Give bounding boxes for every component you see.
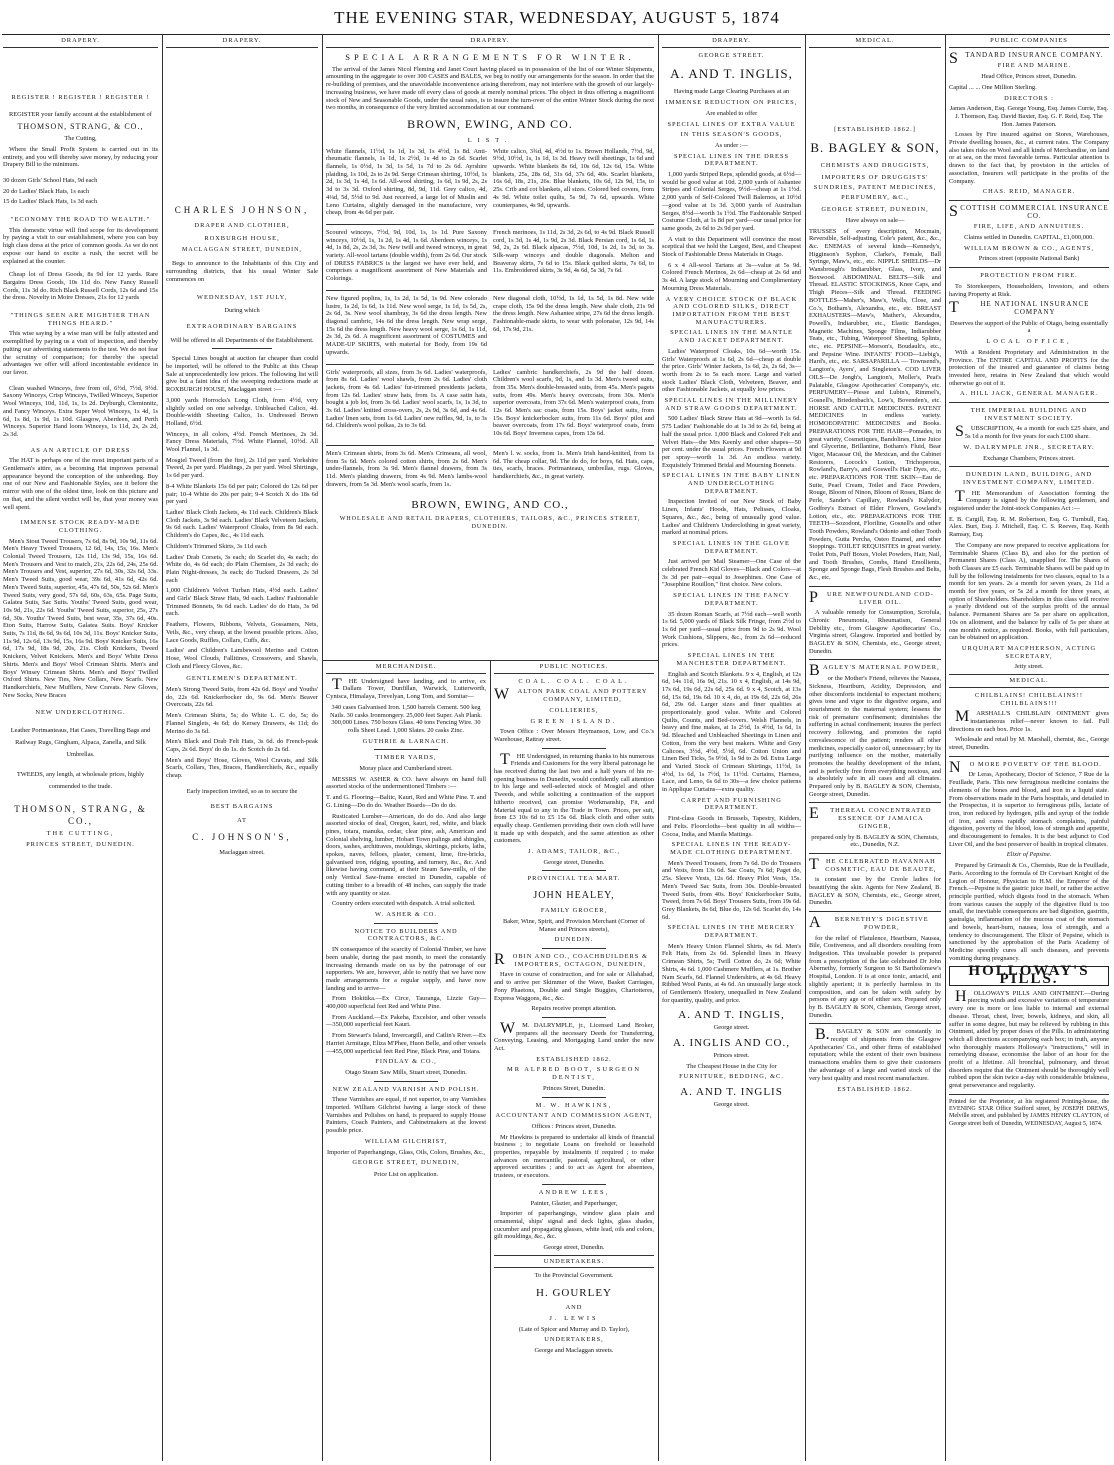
firm-name: M. W. HAWKINS, (535, 1101, 613, 1109)
column-rule (490, 660, 491, 1461)
firm-address: WHOLESALE AND RETAIL DRAPERS, CLOTHIERS, TAILORS, &C., PRINCES STREET, DUNEDIN. (339, 516, 641, 530)
product-list: TRUSSES of every description, Mocmain, Reversible, Self-adjusting, Cole's patent, &c., &c., &c. ENEMAS of several kinds—Kennedy's, Higginson's Syphon, Clarke's, Female, Ball Syringe, Maw's, etc., etc. NIPPLE SHIELDS—Dr Wansbrough's Indiarubber, Glass, Ivory, and Boxwood. ABDOMINAL BELTS—Silk and Thread. ELASTIC STOCKINGS, Knee Caps, and Thigh Pieces—Silk and Thread. FEEDING BOTTLES—Maher's, Maw's, Wells, Close, and Co.'s, Botham's, Alexandra, etc., etc. BREAST EXHAUSTERS—Maw's, Mather's, Alexandra, Powell's, Indiarubber, etc., Elastic Bandages, Magnetic Machines, Sponge Films, Indiarubber Teats, etc., Tubing, Waterproof Sheeting, Splints, etc., etc. PEPSINE—Morson's, Boudault's, etc., and Pepsine Wine. INFANTS' FOOD—Liebig's, Hard's, etc., etc. SARSAPARILLA — Townsend's, Langton's, Ayers', and Singleton's. COD LIVER OILS—De Jongh's, Langton's, Moller's, Peat's Palatable, Glasgow Apothecaries' Company's, etc. PERFUMERY—Piesse and Lubin's, Rimmel's, Gosnell's, Briedenbach's, Low's, Bovenden's, etc. HORSE AND CATTLE MEDICINES. PATENT MEDICINES in endless variety. HOMOEOPATHIC MEDICINES and Books. PREPARATIONS FOR THE HAIR—Pomades, in great variety, Cosmetiques, Bandolines, Lime Juice and Glycerine, Brillantine, Botham's Fluid, Bear Vigor, Macassar Oil, the Mexican, and the Cabinet Restorers, Locock's Lotion, Trichoperous, Rowland's, Barry's, and Goswell's Hair Dyes, etc., etc. PREPARATIONS FOR THE SKIN—Eau de Suite, Pearl Cream, Toilet and Face Powders, Rouge, Bloom of Ninon, Bloom of Roses, Blanc de Perle, Sander's Capillary, Rowland's Kalydor, Godfrey's Extract of Elder Flowers, Gowland's Lotion, etc., etc. PREPARATIONS FOR THE TEETH—Sozodont, Floriline, Gosnell's and other Tooth Powders, Rowland's Odonto and other Tooth Powders, Gutta Percha, Osteo Enamel, and other Stoppings. TOILET REQUISITES in great variety. Toilet Pots, Puff Boxes, Violet Powders, Hair, Nail, and Tooth Brushes, Combs, Hand Emollients, Sponge and Sponge Bags, Flesh Brushes and Belts, &c., etc. (809, 227, 941, 582)
ad-heading: NEW UNDERCLOTHING. (35, 709, 126, 717)
dept-heading: SPECIAL LINES IN THE MANCHESTER DEPARTMENT. (676, 652, 787, 667)
ad-text: SUBSCRIPTION, 4s a month for each £25 share, and 5s 1d a month for five years for each £100 share. (955, 423, 1109, 441)
divider (326, 224, 654, 225)
divider (809, 1023, 941, 1024)
directors-heading: DIRECTORS : (1004, 94, 1054, 102)
company-name: THE IMPERIAL BUILDING AND INVESTMENT SOCIETY. (970, 407, 1088, 422)
section-header: MEDICAL. (949, 674, 1109, 688)
company-subheading: FIRE AND MARINE. (997, 62, 1072, 70)
ad-text: MESSRS W. ASHER & CO. have always on hand full assorted stocks of the undermentioned Timbers :— (326, 775, 486, 791)
column-drapery-johnson (166, 37, 318, 1461)
ad-text: From Auckland.—Ex Pakeha, Excelsior, and other vessels—350,000 superficial feet Kauri. (326, 1013, 486, 1029)
firm-name: J. LEWIS (549, 1314, 599, 1322)
dept-heading: SPECIAL LINES IN THE BABY LINEN AND UNDERCLOTHING DEPARTMENT. (662, 472, 801, 495)
price-list: Cheap lot of Dress Goods, 8s 9d for 12 yards. Rare Bargains Dress Goods, 10s 11d do. New Fancy Russell Cords, 11s 3d do. Rich Black Russell Cords, 12s 6d and 15s the dress. Novelty in Moire Dresses, 21s for 12 yards (3, 271, 158, 302)
firm-address: George street, Dunedin. (543, 858, 605, 866)
ad-heading: SPECIAL LINES OF EXTRA VALUE (667, 120, 796, 128)
ad-text: Mr Hawkins is prepared to undertake all kinds of financial business ; to negotiate Loans on freehold or leasehold properties, repayable by instalments if required ; to make advances on mercantile, pastoral, agricultural, or other approved securities ; and to act as Agent for absentees, trustees, or executors. (494, 1133, 654, 1180)
price-list: Men's l. w. socks, from 1s. Men's Irish hand-knitted, from 1s 6d. The cheap collar, 9d. The do do, for boys, 6d. Hats, caps, ties, scarfs, braces. Portmanteaus, umbrellas, rugs. Gloves, handkerchiefs, &c., in great variety. (493, 449, 654, 480)
dept-heading: SPECIAL LINES IN THE FANCY DEPARTMENT. (673, 592, 790, 607)
firm-address: GREEN ISLAND. (530, 717, 618, 725)
firm-address: George street. (713, 1101, 750, 1109)
divider (542, 1097, 606, 1098)
ad-text: Claims settled in Dunedin. CAPITAL, £1,000,000. (964, 234, 1094, 242)
ad-heading: FURNITURE, BEDDING, &C. (679, 1073, 784, 1081)
ad-text: Wholesale and retail by M. Marshall, chemist, &c., George street, Dunedin. (949, 736, 1109, 752)
ad-text: B.BAGLEY & SON are constantly in receipt of shipments from the Glasgow Apothecaries' Co., and other firms of established reputation; while the extent of their own business transactions enables them to give their customers the advantage of a large and varied stock of the very best quality and most recent manufacture. (809, 1026, 941, 1082)
divider (949, 756, 1109, 757)
section-header: PUBLIC COMPANIES (949, 37, 1109, 48)
firm-name: THOMSON, STRANG, & CO., (17, 122, 144, 132)
ad-heading: PROVINCIAL TEA MART. (527, 875, 621, 883)
ad-heading: BEST BARGAINS (210, 803, 274, 811)
divider (809, 853, 941, 854)
printer-imprint: Printed for the Proprietor, at his registered Printing-house, the EVENING STAR Office Stafford street, by JOSEPH DREWS, Melville street, and published by JAMES HENRY CLAYTON, of George street both of Dunedin, WEDNESDAY, August 5, 1874. (949, 1098, 1109, 1127)
holloway-title: HOLLOWAY'S PILLS. (949, 966, 1109, 985)
firm-name: A. AND T. INGLIS (680, 1086, 783, 1099)
firm-address: The Cutting, (64, 135, 97, 143)
section-header: UNDERTAKERS. (494, 1255, 654, 1269)
establishment-note: [ESTABLISHED 1862.] (834, 125, 916, 133)
column-public-notices (494, 663, 654, 1461)
ad-heading: COAL. COAL. COAL. (518, 677, 630, 685)
ad-heading: THE CELEBRATED HAVANNAH COSMETIC, EAU DE BEAUTE, (809, 855, 937, 873)
ad-text: REGISTER your family account at the establishment of (9, 111, 152, 119)
column-rule (162, 34, 163, 1461)
dept-heading: SPECIAL LINES IN THE MILLINERY AND STRAW GOODS DEPARTMENT. (664, 397, 799, 412)
firm-address: George street. (713, 1024, 750, 1032)
ad-text: prepared only by B. BAGLEY & SON, Chemists, etc., Dunedin, N.Z. (811, 833, 939, 849)
section-header: DRAPERY. (326, 37, 654, 48)
price-list: Girls' waterproofs, all sizes, from 3s 6d. Ladies' waterproofs, from 8s 6d. Ladies' wool shawls, from 2s 6d. Ladies' cloth jackets, from 4s 6d. Ladies' fur-trimmed presidents jackets, from 12s 6d. Ladies' straw hats, from 1s. A case satin hats, bought a job lot, from 3s 6d. Ladies' wool scarfs, 1s, 1s 3d, to 3s 6d. Ladies' knitted cross-overs, 2s, 2s 9d, 3s 6d, and 4s 6d. Ladies' linen sets, from 1s 6d. Ladies' new ruffles, 9d, 1s, to 3s 6d. Children's wool polkas, 2s to 3s 6d. (326, 368, 487, 430)
price-list: French merinoes, 1s 11d, 2s 3d, 2s 6d, to 4s 9d. Black Russell cord, 1s 3d, 1s 4d, 1s 9d, 2s 3d. Black Persian cord, 1s 6d, 1s 9d, 2s, 2s 6d. Black alpacas, 7½d, 10d, 1s 2d, 1s 3d, to 3s. Silk-warp winceys and double diagonals. Melton and Beaveray skirts, 7s 6d to 15s. Black quilted skirts, 7s 6d, to 11s. Embroidered skirts, 3s 9d, 4s 6d, 5s 3d, 7s 6d. (493, 228, 654, 275)
firm-address: GEORGE STREET, DUNEDIN, (352, 1159, 460, 1167)
ad-subheading: FAMILY GROCER, (540, 907, 608, 915)
ad-heading: NEW ZEALAND VARNISH AND POLISH. (332, 1085, 480, 1093)
price-list-block (326, 450, 654, 492)
ad-text: Price List on application. (373, 1170, 439, 1178)
price-list: 1,000 yards Striped Reps, splendid goods, at 6½d—would be good value at 10d. 2,000 yards of Ashantee Stripes and Colonial Serges, 9½d—cheap at 1s 1½d. 2,000 yards of Self-Colored Twill Balernos, at 10½d—good value at 1s 3d. 3,000 yards of Australian Serges, 8½d—worth 1s 1½d. The Fashionable Striped Costume Cloth, at 1s 8d per yard—our usual price for same goods, 2s 6d to 2s 9d per yard. (662, 171, 801, 232)
firm-trade: CHEMISTS AND DRUGGISTS, (820, 162, 930, 170)
price-list: 500 Ladies' Black Straw Hats at 9d—worth 1s 6d. 575 Ladies' Fashionable do at 1s 3d to 2s 6d, being at half the usual price. 1,000 Black and Colored Felt and Velvet Hats—the Mrs Keenly and other shapes—50 per cent. under the usual prices. French Flowers at 9d per spray—worth 1s 3d. An endless variety. Exquisitely Trimmed Bridal and Mourning Bonnets. (662, 415, 801, 469)
price-list: Men's and Boys' Hose, Gloves, Wool Cravats, and Silk Scarfs, Collars, Ties, Braces, Handkerchiefs, &c., equally cheap. (166, 756, 318, 780)
price-line: 30 dozen Girls' School Hats, 9d each (3, 176, 98, 184)
ad-text: AT (237, 817, 247, 825)
section-header: DRAPERY. (166, 37, 318, 48)
price-line: 20 do Ladies' Black Hats, 1s each (3, 187, 90, 195)
directors-list: James Anderson, Esq. George Young, Esq. James Currie, Esq. J. Thomson, Esq. David Baxter, Esq. G. F. Reid, Esq. The Hon. James Paterson. (949, 105, 1109, 128)
price-list: Winceys, in all colors, 4½d. French Merinoes, 2s 3d. Fancy Dress Materials, 7½d. White Flannel, 10½d. All Wool Flannel, 1s 3d. (166, 430, 318, 454)
divider (374, 749, 438, 750)
divider (326, 445, 654, 446)
column-drapery-inglis (662, 37, 801, 1461)
firm-name: BROWN, EWING, AND CO., (411, 499, 569, 512)
firm-address: Princes street. (713, 1052, 750, 1060)
divider (809, 911, 941, 912)
firm-address: Princes Street, Dunedin. (542, 1084, 606, 1092)
directors-list: E. B. Cargill, Esq. R. M. Robertson, Esq. G. Turnbull, Esq. Alex. Burt, Esq. J. Mitchell, Esq. C. S. Reeves, Esq. Keith Ramsay, Esq. (949, 515, 1109, 539)
ad-heading: TIMBER YARDS, (375, 754, 437, 762)
price-list: First-class Goods in Brussels, Tapestry, Kidders, and Felts. Floorcloths—best quality in all widths—Cocoa, India, and Manila Mattings. (662, 815, 801, 838)
ad-subheading: COLLIERIES, (549, 706, 599, 714)
section-header: MERCHANDISE. (326, 663, 486, 674)
price-list: Men's Strong Tweed Suits, from 42s 6d. Boys' and Youths' do, 22s 6d. Knickerbocker do, 9s 6d. Men's Beaver Overcoats, 22s 6d. (166, 686, 318, 709)
divider (212, 348, 273, 349)
column-rule (322, 34, 323, 1461)
sale-date: WEDNESDAY, 1ST JULY, (196, 293, 288, 301)
divider (542, 948, 606, 949)
ad-text: Have in course of construction, and for sale or Allahabad, and to arrive per Skimmer of the Wave, Basket Carriages, Pony Phaetons, Double and Single Buggies, Chariotteres, Express Waggons, &c., &c. (494, 971, 654, 1002)
ad-text: Will be offered in all Departments of the Establishment. (170, 336, 314, 344)
column-medical-bagley (809, 37, 941, 1461)
firm-address: GEORGE STREET. (698, 51, 765, 59)
price-list: Ladies' Drab Corsets, 3s each; do Scarlet do, 4s each; do White do, 4s 6d each; do Plain Chemises, 2s 3d each; do Plain Night-dresses, 3s each; do Tucked Drawers, 2s 3d each (166, 553, 318, 584)
ad-text: Town Office : Over Messrs Heymanson, Low, and Co.'s Warehouse, Rattray street. (494, 728, 654, 743)
divider (326, 364, 654, 365)
firm-address: MACLAGGAN STREET, DUNEDIN, (182, 247, 302, 254)
ad-text: A visit to this Department will convince the most sceptical that we hold the Largest, Best, and Cheapest Stock of Fashionable Dress Materials in Otago. (662, 235, 801, 259)
ad-text: From Stewart's Island, Invercargill, and Catlin's River.—Ex Harriet Armitage, Eliza M'Phee, Huon Belle, and other vessels—455,000 superficial feet Red Pine, Black Pine, and Totara. (326, 1032, 486, 1055)
ad-text: As under :— (714, 141, 748, 149)
firm-name: H. GOURLEY (536, 1287, 612, 1300)
ad-text: Losses by Fire insured against on Stores, Warehouses, Private dwelling houses, &c., at current rates. The Company also takes risks on Wool and all kinds of Merchandise, on land or at sea, on the most favorable terms. Particular attention is drawn to the fact that, by provision in the articles of association, Insurers will participate in the profits of the Company. (949, 131, 1109, 185)
company-manager: WILLIAM BROWN & CO., AGENTS, (963, 244, 1095, 252)
section-header: PUBLIC NOTICES. (494, 663, 654, 674)
ad-text: These Varnishes are equal, if not superior, to any Varnishes imported. William Gilchrist having a large stock of these Varnishes and Polishes on hand, is prepared to supply House Painters, Coach Painters, and Cabinetmakers at the lowest possible price. (326, 1096, 486, 1135)
divider (374, 1081, 438, 1082)
price-list: Just arrived per Mail Steamer—One Case of the celebrated French Kid Gloves—Black and Colors—at 3s 3d per pair—equal to Josephines. One Case of "Josephine Rouillon," first choice. New colors. (662, 558, 801, 589)
company-address: Princes street (opposite National Bank) (978, 255, 1080, 263)
dept-heading: SPECIAL LINES IN THE DRESS DEPARTMENT. (673, 152, 790, 168)
ad-heading: ABERNETHY'S DIGESTIVE POWDER, (809, 914, 929, 932)
firm-house: ROXBURGH HOUSE, (204, 235, 280, 243)
company-name: THE NATIONAL INSURANCE COMPANY (949, 299, 1090, 317)
list-title: LIST. (467, 136, 513, 144)
company-name: DUNEDIN LAND, BUILDING, AND INVESTMENT COMPANY, LIMITED. (963, 471, 1095, 486)
ad-text: The Cheapest House in the City for (686, 1062, 777, 1070)
ad-text: IN consequence of the scarcity of Colonial Timber, we have been unable, during the past month, to meet the constantly increasing demands made on us by the patronage of our supporters. We are, however, able to notify that we have now made arrangements for a regular supply, and have now landing and to arrive— (326, 946, 486, 992)
company-address: Head Office, Princes street, Dunedin. (981, 73, 1077, 81)
ad-heading: IMMENSE STOCK READY-MADE CLOTHING. (20, 519, 141, 534)
ad-text: This wise saying by a wise man will be fully attested and exemplified by paying us a visit of inspection, and thereby putting our advertising statements to the test. We do not fear the scrutiny of comparison; for thereby the special advantages we offer will afford incontestable evidence in our favor. (3, 330, 158, 376)
firm-name: W. ASHER & CO. (375, 910, 437, 918)
price-list-block (326, 369, 654, 441)
ad-subheading: ACCOUNTANT AND COMMISSION AGENT, (495, 1112, 653, 1120)
ad-heading: NOTICE TO BUILDERS AND CONTRACTORS, &C. (354, 927, 458, 943)
firm-name: THOMSON, STRANG, & CO., (14, 804, 147, 827)
price-line: 15 do Ladies' Black Hats, 1s 3d each (3, 198, 98, 206)
price-list: Feathers, Flowers, Ribbons, Velvets, Gossamers, Nets, Veils, &c., very cheap, at the lowest possible prices. Also, Lace Goods, Ruffles, Collars, Cuffs, &c. (166, 621, 318, 644)
company-manager: A. HILL JACK, GENERAL MANAGER. (960, 390, 1098, 398)
establishment-note: ESTABLISHED 1862. (837, 1086, 913, 1094)
price-list: Men's Heavy Union Flannel Shirts, 4s 6d. Men's Felt Hats, from 2s 6d. Splendid lines in Heavy Crimean Shirts, 5s; Twill Cotton do, 2s 6d; White Shirts, 4s 6d. 1,000 Cashmere Mufflers, at 1s. Brother Nam Scarfs, 6d. Flannel Undershirts, at 4s 6d. Heavy Ribbed Wool Pants, at 4s 6d. An unusually large stock of Gentlemen's Hosiery, unequalled in New Zealand for quantity, quality, and price. (662, 942, 801, 1004)
company-subheading: FIRE, LIFE, AND ANNUITIES. (973, 223, 1085, 231)
ad-text: Importer of paperhangings, window glass plain and ornamental, ships' signal and deck lights, glass shades, cucumber and propagating glasses, white lead, oils and colors, gilt mouldings, &c., &c. (494, 1210, 654, 1241)
price-list: Clean washed Winceys, free from oil, 6½d, 7½d, 9½d. Saxony Winceys, Crisp Winceys, Twilled Winceys, Superior Wool Winceys, 10d, 11d, 1s, 1s 2d. Dryburgh, Cleminnitz, and Fancy Winceys. Extra Super Wool Winceys, 1s 4d, 1s 6d, 1s 8d, 1s 9d, 1s 10d. Glasgow, Aberdeen, and Perth Winceys. Superior Hand loom Winceys, 1s 11d, 2s, 2s 2d, 2s 3d. (3, 384, 158, 438)
dept-heading: SPECIAL LINES IN THE GLOVE DEPARTMENT. (673, 539, 790, 555)
price-list: Men's Stout Tweed Trousers, 7s 6d, 8s 9d, 10s 9d, 11s 6d. Men's Heavy Tweed Trousers, 12 6d, 14s, 15s, 16s. Men's Colonial Tweed Trousers, 12s 11d, 13s 9d, 15s, 16s 6d. Men's Trousers and Vest to match, 21s, 22s 6d, 24s, 25s 6d. Men's Trousers and Vest, superior, 27s 6d, 30s, 32s 6d, 33s. Men's Tweed Suits, good wear, 39s 6d, 41s 6d, 42s 6d. Men's Tweed Suits, superior, 45s, 47s 6d, 50s, 52s 6d. Men's Tweed Suits, very good, 57s 6d, 60s, 63s, 65s. Page Suits, Galatea Suits, Sac Suits. Youths' Tweed Suits, good wear, 10s 9d, 21s, 22s 6d. Youths' Tweed Suits, superior, 25s, 27s 6d, 30s. Youths' Tweed Suits, best wear, 35s, 37s 6d, 40s. Eton Suits, Harrow Suits, Galatea Suits. Boys' Knicker Suits, 7s 11d, 8s 6d, 9s 6d, 10s 3d, 11s. Boys' Knicker Suits, 11s 9d, 12s 6d, 13s 9d, 15s, 16s 9d. Boys' Knicker Suits, 16s 6d, 17s 9d, 18s 9d, 20s, 21s. Cloth Knickers, Tweed Knickers, Velvet Knickers. Men's and Boys' White Dress Shirts. Men's and Boys' Wool Crimean Shirts. Men's and Boys' Winsey Crimean Shirts. Men's and Boys' Twilled Oxford Shirts. New Ties, New Collars, New Scarfs. New Handkerchiefs, New Mufflers, New Cravats. New Gloves, New Socks, New Braces (3, 537, 158, 699)
price-list-block (326, 295, 654, 360)
ad-text: The Company are now prepared to receive applications for Terminable Shares (Class B), and also for the portion of Permanent Shares (Class A), unapplied for. The Shares of both Classes are £5 each. Terminable Shares will be paid up in full by the following instalments for two classes, equal to 1s a month for ten years. 2s a month for seven years, 2s 11d a month for five years, or 5s 2d a month for three years, at option of Shareholders. Shareholders in this class will receive a yearly dividend out of the surplus profit of the annual balance. Permanent Shares are 5s per share on application, 10s on allotment, and the balance by calls of 5s per share at one month's notice, as required. Books, with full particulars, can be obtained on application. (949, 541, 1109, 642)
ad-text: THE Undersigned have landing, and to arrive, ex Dallam Tower, Dunfillan, Warwick, Lutterworth, Cynisca, Himalaya, Trevelyan, Long Tom, and Somitar— (326, 675, 486, 701)
ad-heading: BAGLEY'S MATERNAL POWDER, (809, 662, 940, 680)
ad-text: With a Resident Proprietary and Administration in the Province. The ENTIRE CAPITAL AND PROFITS for the protection of the insured and guarantee of claims being invested here, retains in New Zealand that which would otherwise go out of it. (949, 348, 1109, 387)
price-list: Men's Black and Drab Felt Hats, 3s 6d. do French-peak Caps, 2s 6d. Boys' do do 1s. do Scotch do 2s 6d. (166, 738, 318, 753)
divider (374, 923, 438, 924)
price-list: New diagonal cloth, 10½d, 1s 1d, 1s 5d, 1s 8d. New wide crape cloth, 15s 9d the dress length. New shale cloth, 21s 9d the dress length. New Ashantee stripe, 27s 6d the dress length. Fashionable-made skirts, to wear with polonaise, 12s 9d, 14s 6d, 17s 9d, 21s. (493, 294, 654, 333)
ad-text: Have always on sale— (845, 216, 905, 224)
ad-text: Repairs receive prompt attention. (531, 1005, 617, 1013)
ad-text: WM. DALRYMPLE, jr., Licensed Land Broker, prepares all the necessary Deeds for Transferring, Conveying, Leasing, and Mortgaging Land under the new Act. (494, 1019, 654, 1053)
ad-text: The arrival of the James Nicol Fleming and Janet Court having placed us in possession of the list of our Winter Shipments, amounting in the aggregate to over 300 CASES and BALES, we beg to notify our arrangements for the season. In order that the re-building of premises, and the unavoidable inconvenience arising therefrom, may not interfere with the growth of our largely-increasing business, we have made off every class of goods at merely nominal prices. The object in thus offering a magnificent stock of New and Seasonable Goods, under the usual rates, is to insure the turn-over of the entire Winter Stock during the next two months, in consequence of the very limited accommodation at our command. (326, 65, 654, 112)
price-list: Ladies' Black Cloth Jackets, 4s 11d each. Children's Black Cloth Jackets, 3s 9d each. Ladies' Black Velveteen Jackets, 9s 6d each. Ladies' Waterproof Cloaks, from 8s 9d each. Children's do Capes, &c., 4s 11d each. (166, 508, 318, 540)
column-merchandise (326, 663, 486, 1461)
ad-text: During which (224, 307, 260, 315)
column-public-companies (949, 37, 1109, 1461)
price-list: Men's Crimean Shirts, 5s; do White L. C. do, 5s; do Flannel Singlets, 4s 6d; do Kersey Drawers, 4s 11d; do Merino do 3s 6d. (166, 712, 318, 735)
ad-text: The HAT is perhaps one of the most important parts of a Gentleman's attire, as a becoming Hat improves personal appearance beyond the conception of the unheeding. Buy one of our New and Fashionable Styles, see it before the mirror with one of the oldest time, look on this picture and on that, and the silent verdict will be, that your money was well spent. (3, 457, 158, 511)
dept-heading: A VERY CHOICE STOCK OF BLACK AND COLORED SILKS, DIRECT IMPORTATION FROM THE BEST MANUFACTURERS. (665, 295, 798, 326)
firm-trade: DRAPER AND CLOTHIER, (194, 221, 290, 229)
divider (809, 659, 941, 660)
firm-name: A. INGLIS AND CO., (673, 1037, 790, 1050)
ad-heading: "THINGS SEEN ARE MIGHTIER THAN THINGS HEARD." (10, 312, 151, 327)
price-list: English and Scotch Blankets. 9 x 4, English, at 12s 6d, 14s 11d, 16s 9d, 21s. 10 x 4, English, at 14s 9d, 17s 6d, 19s 6d, 22s 6d, 25s 6d. 9 x 4, Scotch, at 13s 6d, 15s 6d, 19s 6d. 10 x 4, do, at 19s 6d, 22s 6d, 26s 6d, 29s 6d. Larger sizes and finer qualities at proportionately good value. White and Colored Quilts, Counts, and Bed-covers. Welsh Flannels, in heavy and fine makes, at 1s 2½d, 1s 4½d, 1s 6d, 1s 9d. Bleached and Unbleached Sheetings in Linen and Cotton, from the very best makers. White and Grey Calicoes, 3½d, 4½d, 5½d, 6d. Cotton Union and Linen Bed Ticks, 5s 9½d, 1s 9d to 2s 9d. Extra Large and Varied Stock of Crimean Shirtings, 11½d, 1s 4½d, 1s 6d, 1s 7½d, 1s 11½d. Curtains, Harness, Lace, and Leno, 6s 6d to 30s—a few choice patterns in Applique Curtains—extra quality. (662, 670, 801, 794)
ad-heading: IN THIS SEASON'S GOODS, (680, 131, 783, 139)
firm-name: ROBIN AND CO., COACHBUILDERS & IMPORTERS, OCTAGON, DUNEDIN, (494, 950, 648, 968)
company-name: STANDARD INSURANCE COMPANY. (949, 49, 1104, 67)
column-drapery-thomson (3, 37, 158, 1461)
ad-heading: EXTRAORDINARY BARGAINS (186, 322, 298, 330)
company-address: Jetty street. (1014, 663, 1044, 671)
ad-heading: CHILBLAINS! CHILBLAINS!! CHILBLAINS!!! (975, 691, 1083, 707)
ad-subheading: Moray place and Cumberland street. (359, 765, 453, 773)
ad-text: Are enabled to offer (705, 109, 758, 117)
ad-text: Deserves the support of the Public of Otago, being essentially a (950, 319, 1108, 335)
price-list: New figured poplins, 1s, 1s 2d, 1s 5d, 1s 9d. New colorado lustre, 1s 2d, 1s 6d, 1s 11d. New wool serge, 1s 1d, 1s 5d, 2s, 2s 6d, 3s. New wool shambray, 3s 6d the dress length. New diagonal cambric, 14s 6d the dress length. New wrap serge, 15s 6d the dress length. New heavy wool serge, 1s 6d, 1s 11d, 2s 3d, 2s 6d. A magnificent assortment of COSTUMES and MADE-UP SKIRTS, with material for Body, from 19s 6d upwards. (326, 294, 487, 356)
price-list: Inspection Invited of our New Stock of Baby Linen, Infants' Hoods, Hats, Pelisses, Cloaks, Squares, &c., &c., being of unusually good value. Ladies' and Children's Underclothing in great variety, marked at nominal prices. (662, 498, 801, 537)
ad-text: THE Undersigned, in returning thanks to his numerous Friends and Customers for the very liberal patronage he has received during the last two and a half years of his re-opening business in Dunedin, would confidently call attention to his large and well-selected stock of Mosgiel and other Tweeds, and while soliciting a continuation of the support hitherto received, can promise Workmanship, Fit, and Material equal to any in the Trade in Town. Prices, per suit, from £3 10s 6d to £5 15s 6d. Black cloth and other suits equally cheap. Gentlemen providing their own cloth will have it made up with despatch, and the same attention as other customers. (494, 750, 654, 845)
ad-text: To the Provincial Government. (534, 1272, 614, 1280)
firm-name: MR ALFRED BOOT, SURGEON DENTIST, (507, 1066, 641, 1082)
section-header: DRAPERY. (3, 37, 158, 48)
section-header: DRAPERY. (662, 37, 801, 48)
firm-name: A. AND T. INGLIS, (678, 1009, 785, 1022)
firm-address: GEORGE STREET, DUNEDIN, (821, 206, 929, 214)
price-list: 3,000 yards Horrocks's Long Cloth, from 4½d, very slightly soiled on one selvedge. Unbleached Calico, 4d. Double-width Sheeting Calico, 1s. Undressed Brown Holland, 6½d. (166, 396, 318, 427)
column-rule (945, 34, 946, 1461)
dept-heading: CARPET AND FURNISHING DEPARTMENT. (681, 796, 782, 812)
column-brown-ewing (326, 37, 654, 657)
firm-name: FINDLAY & CO., (375, 1058, 437, 1066)
divider (542, 1184, 606, 1185)
ad-heading: ETHEREAL CONCENTRATED ESSENCE OF JAMAICA GINGER, (809, 805, 932, 830)
price-list: Men's Tweed Trousers, from 7s 6d. Do do Trousers and Vests, from 13s 6d. Sac Coats, 7s 6d; Paget do, 25s. Sleeve Vests, 12s 6d. Heavy Pilot Vests, 15s. Men's Tweed Sac Suits, from 30s. Double-breasted Tweed Suits, from 40s. Boys' Knickerbocker Suits, Tweed, from 7s 6d. Boys' Trousers Suits, from 19s 6d. Grey Blankets, 8s 6d, Blue do, 12s 6d. Scarlet do, 14s 6d. (662, 859, 801, 921)
company-name: SCOTTISH COMMERCIAL INSURANCE CO. (949, 202, 1109, 220)
price-list: Men's Crimean shirts, from 3s 6d. Men's Crimeans, all wool, from 5s 6d. Men's colored cotton shirts, from 2s 6d. Men's under-flannels, from 3s 9d. Men's flannel drawers, from 3s 11d. Men's plaiding drawers, from 4s 9d. Men's lambs-wool drawers, from 5s 3d. Men's wool scarfs, from 1s. (326, 449, 487, 488)
ad-subheading: Painter, Glazier, and Paperhanger, (530, 1199, 618, 1207)
ad-text: THE Memorandum of Association forming the Company is signed by the following gentlemen, and registered under the Joint-stock Companies Act :— (949, 487, 1109, 513)
dept-heading: SPECIAL LINES IN THE READY-MADE CLOTHING DEPARTMENT. (670, 841, 793, 856)
ad-text: is constant use by the Creole ladies for beautifying the skin. Agents for New Zealand, B. BAGLEY & SON, Chemists, etc., George street, Dunedin. (809, 876, 941, 907)
price-list: Ladies' and Children's Lambswool Merino and Cotton Hose, Wool Clouds, Fallitines, Crossovers, and Shawls, Cloth and Fleecy Gloves, &c. (166, 647, 318, 670)
ad-title: SPECIAL ARRANGEMENTS FOR WINTER. (345, 51, 635, 62)
price-list: Ladies' cambric handkerchiefs, 2s 9d the half dozen. Children's wool scarfs, 9d, 1s, and 1s 3d. Men's tweed suits, from 35s. Men's double-breasted suits, from 45s. Men's pagets suits, from 49s. Men's heavy overcoats, from 30s. Men's superior overcoats, from 37s 6d. Men's waterproof coats, from 12s 6d. Men's sac coats, from 15s. Boys' jacket suits, from 15s. Boys' knickerbocker suits, from 11s 6d. Boys' pilot and beaver overcoats, from 17s 6d. Boys' waterproof coats, from 10s 6d. Boys' Inverness capes, from 13s 6d. (493, 368, 654, 438)
company-manager: W. DALRYMPLE JNR., SECRETARY. (963, 443, 1095, 451)
price-list: 1,000 Children's Velvet Turban Hats, 4½d each. Ladies' and Girls' Black Straw Hats, 9d each. Ladies' Fashionable Trimmed Bonnets, 9s 6d each. Ladies' do do Hats, 3s 9d each. (166, 587, 318, 618)
ad-text: Country orders executed with despatch. A trial solicited. (332, 900, 476, 908)
divider (949, 402, 1109, 403)
ad-text: Special Lines bought at auction far cheaper than could be imported, will be offered to the Public at this Cheap Sale at unprecedentedly low prices. The following list will give but a faint idea of the sweeping reductions made at ROXBURGH HOUSE, Maclaggan street :— (166, 355, 318, 394)
ad-text: TWEEDS, any length, at wholesale prices, highly commended to the trade. (16, 771, 145, 791)
ad-text: To Storekeepers, Householders, Investors, and others having Property at Risk. (949, 282, 1109, 298)
ad-subheading: UNDERTAKERS, (544, 1336, 604, 1344)
price-list: White flannels, 11½d, 1s 1d, 1s 3d, 1s 4½d, 1s 8d. Anti-rheumatic flannels, 1s 1d, 1s 2½d, 1s 4d to 2s 6d. Scarlet flannels, 1s 0½d, 1s 3d, 1s 5d, 1s 7d to 2s 6d. Ayrshire plaiding, 1s 10d, 2s to 2s 9d. Serge Crimean shirting, 10½d, 1s 2d, 1s 3d, 1s 4d, 1s 6d. All-wool shirting, 1s 6d, 1s 9d, 2s, 2s 3d to 3s 3d. Oxford shirting, 8d, 9d, 11d. Grey calico, 4d, 4¼d, 5d, 5½d to 9d. Just received, a large lot of Muslin and Leno Curtains, slightly damaged in the manufacture, very cheap, from 4s 6d per pair. (326, 147, 487, 217)
divider (949, 1094, 1109, 1095)
ad-text: Early inspection invited, so as to secure the (186, 787, 298, 795)
divider (949, 267, 1109, 268)
firm-address: Otago Steam Saw Mills, Stuart street, Dunedin. (345, 1068, 467, 1076)
ad-subheading: Elixir of Pepsine. (1006, 851, 1052, 859)
company-manager: URQUHART MACPHERSON, ACTING SECRETARY, (961, 645, 1097, 660)
price-list: Mosgiel Tweed (from the fire), 2s 11d per yard. Yorkshire Tweed, 2s per yard. Plaidings, 2s per yard. Wool Shirtings, 1s 6d per yard. (166, 456, 318, 480)
divider (809, 586, 941, 587)
price-list: White calico, 3¾d, 4d, 4½d to 1s. Brown Hollands, 7½d, 9d, 9½d, 10½d, 1s, 1s 1d, 1s 3d. Heavy twill sheetings, 1s 6d and upwards. White blankets 8s 6d, 10s 6d, 12s 6d, 15s. White blankets, 25s, 28s 6d, 31s 6d, 37s 6d, 40s. Scarlet blankets, 16s 6d, 18s, 21s, 26s. Blue blankets, 10s 6d, 12s 9d, 15s, to 25s. Crib and cot blankets, all sizes. Colored bed covers, from 4s 9d. White toilet quilts, 5s 9d, 7s 6d, upwards. White counterpanes, 4s 9d, upwards. (493, 147, 654, 209)
ad-text: Leather Portmanteaus, Hat Cases, Travelling Bags and Railway Rugs, Gingham, Alpaca, Zanella, and Silk Umbrellas. (10, 727, 151, 759)
ad-heading: PROTECTION FROM FIRE. (980, 272, 1078, 280)
ad-text: or the Mother's Friend, relieves the Nausea, Sickness, Heartburn, Acidity, Depression, and other discomforts incidental to expectant mothers; gives tone and vigor to the digestive organs, and nourishment to the maternal system; lessens the risk of premature confinement; diminishes the suffering in actual confinement; insures the perfect recovery following, and promotes the rapid convalescence of the patient; renders all other medicines, especially castor oil, unnecessary; by its purifying influence on the mother, materially promotes the healthy development of the infant, and is perfectly free from everything noxious, and is absolutely safe in all cases and all climates. Prepared only by B. BAGLEY & SON, Chemists, George street, Dunedin. (809, 675, 941, 798)
ad-text: MARSHALL'S CHILBLAIN OINTMENT gives instantaneous relief—never known to fail. Full directions on each box. Price 1s. (949, 708, 1109, 733)
price-list: 8-4 White Blankets 15s 6d per pair; Colored do 12s 6d per pair; 10-4 White do 20s per pair; 9-4 Scotch X do 18s 6d per yard (166, 482, 318, 506)
price-list-block (326, 148, 654, 220)
ad-heading: LOCAL OFFICE, (986, 338, 1072, 346)
ad-text: (Late of Spicer and Murray and D. Taylor), (518, 1325, 630, 1333)
firm-address: Maclaggan street. (219, 848, 265, 856)
price-list: 6 x 4 All-wool Tartans at 3s—value at 5s 9d. Colored French Merinos, 2s 6d—cheap at 2s 6d and 3s 4d. A large stock of Mourning and Complimentary Mourning Dress Materials. (662, 261, 801, 292)
ad-heading: GENTLEMEN'S DEPARTMENT. (186, 675, 298, 683)
company-capital: Capital ... ... One Million Sterling. (949, 83, 1037, 91)
firm-address: THE CUTTING, (46, 830, 115, 838)
ad-heading: AS AN ARTICLE OF DRESS (30, 446, 131, 454)
column-rule (805, 34, 806, 1461)
firm-name: A. AND T. INGLIS, (670, 66, 793, 82)
dept-heading: SPECIAL LINES IN THE MERCERY DEPARTMENT. (667, 924, 796, 940)
ad-text: Begs to announce to the Inhabitants of this City and surrounding districts, that his usual Winter Sale commences on (166, 260, 318, 283)
firm-name: BROWN, EWING, AND CO. (407, 116, 573, 131)
firm-name: ANDREW LEES, (538, 1188, 610, 1196)
ad-text: Prepared by Grimault & Co., Chemists, Rue de la Feuillade, Paris. According to the formula of Dr Corvisart Knight of the Legion of Honour, Physician to H.M. the Emperor of the French.—Pepsine is the gastric juice itself, or rather the active principle purified, which digests food in the stomach. When from various causes the supply of the digestive fluid is too small, the inevitable consequences are bad digestion, gastritis, gastralgia, inflammation of the mucous coat of the stomach and bowels, heart-burn, nausea, loss of strength, and a tendency to discouragement. The Elixir of Pepsine, which is sanctioned by the approbation of the Paris Academy of Medicine speedily cures all such diseases, and prevents vomiting during pregnancy. (949, 862, 1109, 962)
register-heading: REGISTER ! REGISTER ! REGISTER ! (11, 93, 150, 101)
ad-text: HOLLOWAY'S PILLS AND OINTMENT.—During piercing winds and excessive variations of temperature every one is more or less liable to internal and external disease. Throat, chest, liver, bowels, kidneys, and skin, all suffer in some degree, but may be relieved by rubbing in this Ointment, aided by proper doses of the Pills. In administering which all directions accompanying each box; in truth, anyone who thoroughly masters Holloway's "instructions," will in remedying disease, economise the labor of an hour for the profit of a lifetime. All bronchial, pulmonary, and throat disorders require that the Ointment should be thoroughly well rubbed upon the skin twice a-day with considerable briskness, great perseverance and regularity. (949, 987, 1109, 1090)
divider (542, 748, 606, 749)
firm-name: GUTHRIE & LARNACH. (362, 737, 450, 745)
ad-text: AND (565, 1304, 583, 1312)
price-list-block (326, 229, 654, 286)
divider (949, 200, 1109, 201)
firm-name: C. JOHNSON'S, (192, 831, 292, 842)
masthead: THE EVENING STAR, WEDNESDAY, AUGUST 5, 1874 (334, 8, 780, 27)
ad-text: Rusticated Lumber—American, do do do. And also large assorted stocks of deal, Oregon, kauri, red, white, and black pines, totara, manuka, cedar, clear pine, ash, American and Colonial shelving, lumber, Hobart Town palings and shingles, doors, sashes, architraves, mouldings, skirtings, pickets, laths, spokes, naves, felloes, plaster, cement, lime, fire-bricks, galvanised iron, ridging, spouting, and turnery, &c., &c. And likewise having command, at their Steam Saw-mills, of the only Vertical Saw-frame erected in Dunedin, capable of cutting timber to a breadth of 48 inches, can supply the trade with any quantity or size. (326, 812, 486, 897)
section-header: MEDICAL. (809, 37, 941, 48)
price-list: 35 dozen Roman Scarfs, at 7½d each—well worth 1s 6d. 5,000 yards of Black Silk Fringe, from 2½d to 1s 6d per yard—usual price from 9d to 2s 9d. Wool Work Cushions, Slippers, &c., from 2s 6d—reduced prices. (662, 610, 801, 649)
divider (542, 870, 606, 871)
ad-text: Having made Large Clearing Purchases at an (673, 88, 790, 96)
firm-address: DUNEDIN. (554, 936, 594, 944)
firm-name: B. BAGLEY & SON, (810, 140, 940, 156)
company-address: Exchange Chambers, Princes street. (983, 454, 1075, 462)
divider (949, 466, 1109, 467)
ad-text: for the relief of Flatulence, Heartburn, Nausea, Bile, Costiveness, and all disorders resulting from Indigestion. This invaluable powder is prepared from a prescription of the late celebrated Dr John Abernethy, formerly Surgeon to St Bartholomew's Hospital, London. It is at once tonic, antacid, and slightly aperient; it is perfectly harmless in its composition, and can be taken with safety by persons of any age or of either sex. Prepared only by B. BAGLEY & SON, Chemists, George street, Dunedin. (809, 934, 941, 1019)
ad-heading: IMMENSE REDUCTION ON PRICES, (665, 99, 798, 107)
ad-text: This domestic virtue will find scope for its development by paying a visit to our establishment, where you can buy high class dress at the price of common goods. As we do not expose our hand to excite a rush, the secret will be explained at the counter. (3, 226, 158, 265)
ad-text: Where the Small Profit System is carried out in its entirety, and you will thereby save money, by reducing your Drapery Bill to the minimum. (3, 145, 158, 169)
ad-heading: NO MORE POVERTY OF THE BLOOD. (949, 758, 1102, 776)
ad-text: Dr Leras, Apothecary, Doctor of Science, 7 Rue de la Feuillade, Paris. This new ferruginous medicine contains the elements of the bones and blood, and iron in a liquid state. From observations made in the Paris hospitals, and detailed in the Prospectus, it is superior to ferruginous pills, lactate of iron, iron reduced by hydrogen, pills and syrup of the iodide of iron, and cures rapidly stomach complaints, painful digestion, poverty of the blood, loss of strength and appetite, and discouragement to females. It is the best adjunct to Cod Liver Oil, and the best preserver of health in tropical climates. (949, 771, 1109, 848)
dept-heading: SPECIAL LINES IN THE MANTLE AND JACKET DEPARTMENT. (670, 329, 793, 345)
price-list: Scoured winceys, 7½d, 9d, 10d, 1s, 1s 1d. Pure Saxony winceys, 10½d, 1s, 1s 2d, 1s 4d, 1s 6d. Aberdeen winceys, 1s 4d, 1s 8d, 2s, 2s 3d, 3s. New twill and tweed winceys, in great variety. All-wool tartans (double width), from 2s 6d. Our stock of DRESS FABRICS is the largest we have ever held, and comprises a magnificent assortment of New Materials and Colorings. (326, 228, 487, 283)
firm-name: WILLIAM GILCHRIST, (364, 1137, 448, 1145)
firm-name: J. ADAMS, TAILOR, &C., (527, 848, 621, 856)
divider (542, 1017, 606, 1018)
ad-text: A valuable remedy for Consumption, Scrofula, Chronic Pneumonia, Rheumatism, General Debility etc., from Glasgow Apothecaries' Co., Virginia street, Glasgow. Imported and bottled by BAGLEY & SON, Chemists, etc., George street, Dunedin. (809, 609, 941, 655)
ad-text: Baker, Wine, Spirit, and Provision Merchant (Corner of Manse and Princes streets), (502, 917, 646, 933)
firm-address: George street, Dunedin. (543, 1244, 605, 1252)
ad-heading: "ECONOMY THE ROAD TO WEALTH." (10, 216, 151, 224)
price-list: Children's Trimmed Skirts, 3s 11d each (166, 542, 267, 550)
goods-list: 340 cases Galvanised Iron. 1,500 barrels Cement. 500 keg Nails. 30 casks Ironmongery. 25,000 feet Super. Ash Plank. 300,000 Lines. 750 boxes Glass. 40 tons Fencing Wire. 30 rolls Sheet Lead. 1,000 Slates. 20 casks Zinc. (329, 703, 483, 734)
firm-address: Offices : Princes street, Dunedin. (531, 1122, 617, 1130)
ad-heading: PURE NEWFOUNDLAND COD-LIVER OIL. (809, 588, 934, 606)
ad-text: From Hokitika.—Ex Circe, Tauranga, Lizzie Guy—400,000 superficial feet Red and White Pine. (326, 995, 486, 1011)
firm-address: PRINCES STREET, DUNEDIN. (26, 840, 135, 848)
firm-trade: IMPORTERS OF DRUGGISTS' SUNDRIES, PATENT MEDICINES, PERFUMERY, &C., (813, 174, 937, 202)
divider (326, 290, 654, 291)
firm-name: JOHN HEALEY, (533, 890, 615, 902)
ad-text: T. and G. Flooring—Baltic, Kauri, Red and White Pine. T. and G. Lining—Do do do. Weather Boards—Do do do. (326, 794, 486, 809)
top-rule (2, 34, 1110, 35)
price-list: Ladies' Waterproof Cloaks, 10s 6d—worth 15s. Girls' Waterproofs at 1s 6d, 2s 6d—cheap at double the price. Girls' Winter Jackets, 1s 6d, 2s, 2s 6d, 3s—worth from 2s to 5s each more. Large and varied stock Ladies' Black Cloth, Velveteen, Beaver, and other Fashionable Jackets, at equally low prices. (662, 347, 801, 394)
ad-subheading: ESTABLISHED 1862. (536, 1055, 612, 1063)
firm-address: George and Maclaggan streets. (534, 1347, 614, 1354)
ad-text: Importer of Paperhangings, Glass, Oils, Colors, Brushes, &c., (327, 1148, 485, 1156)
divider (809, 802, 941, 803)
column-rule (658, 34, 659, 1461)
firm-name: CHARLES JOHNSON, (174, 204, 310, 215)
firm-name: WALTON PARK COAL AND POTTERY COMPANY, LIMITED, (494, 686, 648, 704)
company-manager: CHAS. REID, MANAGER. (982, 188, 1076, 196)
